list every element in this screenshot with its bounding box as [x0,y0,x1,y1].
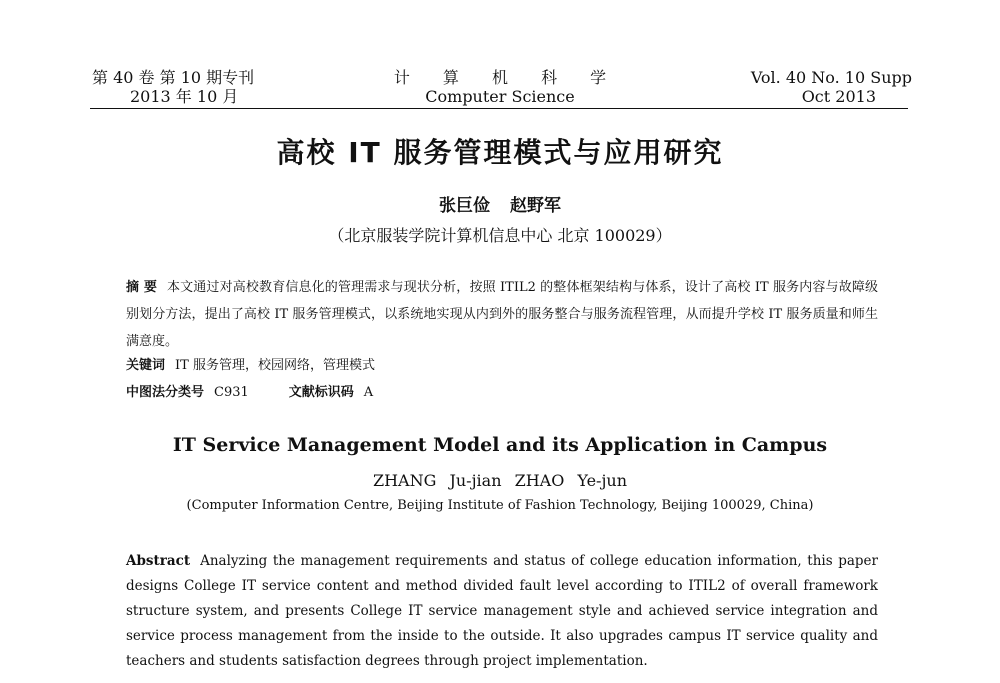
keywords-cn-text: IT 服务管理，校园网络，管理模式 [175,358,375,373]
abstract-cn-text: 本文通过对高校教育信息化的管理需求与现状分析，按照 ITIL2 的整体框架结构与体系，设计了高校 IT 服务内容与故障级别划分方法，提出了高校 IT 服务管理模式，以系统地实现从内到外的服务整合与服务流程管理，从而提升学校 IT 服务质量和师生满意度。 [126,280,878,349]
paper-title-cn: 高校 IT 服务管理模式与应用研究 [276,136,724,169]
publication-date-en: Oct 2013 [801,87,876,106]
clc-value: C931 [214,385,249,400]
paper-title-en: IT Service Management Model and its Application in Campus [172,434,828,456]
clc-label: 中图法分类号 [126,385,205,400]
journal-volume-info-en [751,68,912,106]
journal-name-cn: 计 算 机 科 学 [393,68,621,87]
journal-name-en: Computer Science [425,87,575,106]
abstract-en [126,549,878,674]
affiliation-cn: （北京服装学院计算机信息中心 北京 100029） [328,226,672,245]
keywords-cn [126,354,375,373]
abstract-cn-label: 摘 要 [126,280,157,295]
keywords-cn-label: 关键词 [126,358,166,373]
authors-cn: 张巨俭 赵野军 [439,196,561,216]
abstract-en-label: Abstract [126,553,191,569]
abstract-en-text: Analyzing the management requirements and status of college education information, this paper designs College IT service content and method divided fault level according to ITIL2 of overall framework structure system, and presents College IT service management style and achieved service integration and service process management from the inside to the outside. It also upgrades campus IT service quality and teachers and students satisfaction degrees through project implementation. [126,553,878,669]
doc-code-label: 文献标识码 [288,385,354,400]
classification-line [126,381,373,400]
volume-en: Vol. 40 No. 10 Supp [750,68,912,87]
volume-issue: 第 40 卷 第 10 期专刊 [92,68,255,87]
abstract-cn [126,274,878,355]
affiliation-en: (Computer Information Centre, Beijing Institute of Fashion Technology, Beijing 100029, China) [186,498,814,513]
publication-date-cn: 2013 年 10 月 [130,87,239,106]
authors-en: ZHANG Ju-jian ZHAO Ye-jun [372,471,628,490]
header-divider [90,108,908,109]
doc-code-value: A [363,385,374,400]
